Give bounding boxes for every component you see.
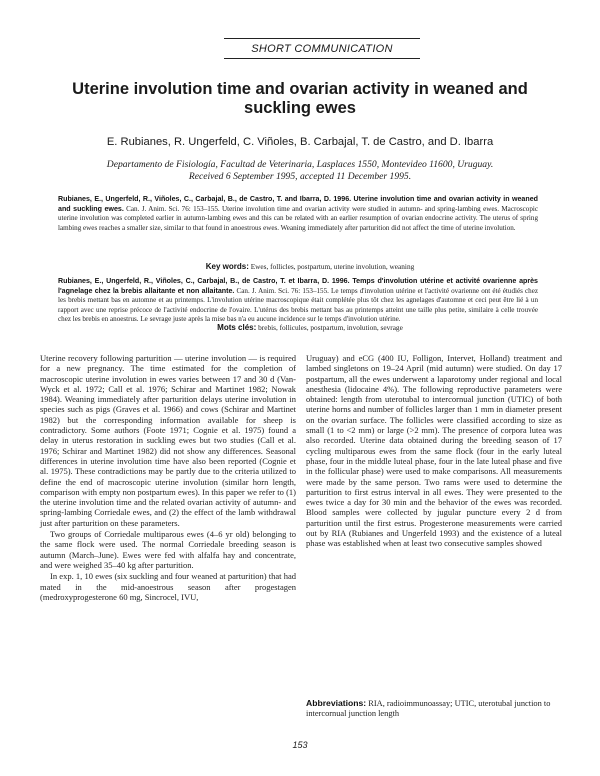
body-column-right [306,353,562,550]
keywords-french [100,323,520,332]
body-paragraph: Uterine recovery following parturition — uterine involution — is required for a new pregnancy. The time estimated for the completion of macroscopic uterine involution in ewes varies between 17 and 30 d (Van-Wyck et al. 1972; Call et al. 1976; Schirar and Martinet 1982; Nowak 1984). Weaning immediately after parturition delays uterine involution in species such as pigs (Graves et al. 1966) and cows (Schirar and Martinet 1982) but the corresponding information available for sheep is contradictory. Some authors (Foote 1971; Cognie et al. 1975) found a delay in uterus restoration in suckling ewes but two studies (Call et al. 1976; Schirar and Martinet 1982) did not show any differences. Seasonal differences in uterine involution time have also been reported (Cognie et al. 1975). These contradictions may be partly due to the criteria utilized to define the end of macroscopic uterine involution (similar horn length, comparison with empty non postpartum ewes). In this paper we refer to (1) the uterine involution time and the related ovarian activity of autumn- and spring-lambing Corriedale ewes, and (2) the effect of the lamb withdrawal just after parturition on these parameters. [40,353,296,528]
header-rule-bottom [224,58,420,59]
abbreviations-note [306,698,562,720]
received-dates: Received 6 September 1995, accepted 11 December 1995. [188,170,412,182]
author-list: E. Rubianes, R. Ungerfeld, C. Viñoles, B. Carbajal, T. de Castro, and D. Ibarra [106,136,494,148]
affiliation-block [40,159,560,182]
abbreviations-label: Abbreviations: [306,698,367,708]
body-column-left [40,353,296,603]
keywords-english [100,262,520,271]
abstract-french [58,277,538,325]
keywords-french-label: Mots clés: [217,323,257,332]
article-title: Uterine involution time and ovarian activity in weaned and suckling ewes [72,80,528,117]
affiliation: Departamento de Fisiología, Facultad de Veterinaria, Lasplaces 1550, Montevideo 11600, Uruguay. [106,159,494,170]
abstract-english-body: Can. J. Anim. Sci. 76: 153–155. Uterine involution time and ovarian activity were studied in autumn- and spring-lambing ewes. Macroscopic uterine involution was completed earlier in autumn-lambing ewes and this can be related with an earlier resumption of ovarian endocrine activity. The uterus of spring lambing ewes reaches a smaller size, similar to that found in anoestrous ewes. Weaning immediately after parturition did not affect the time of uterine involution. [58,204,539,232]
keywords-english-list: Ewes, follicles, postpartum, uterine involution, weaning [250,262,415,271]
abstract-english [58,195,538,233]
body-paragraph: Two groups of Corriedale multiparous ewes (4–6 yr old) belonging to the same flock were used. The normal Corriedale breeding season is autumn (March–June). Ewes were fed with alfalfa hay and concentrate, and were weighed 35–40 kg after parturition. [40,529,296,570]
section-label: SHORT COMMUNICATION [251,43,393,55]
abbreviations-text: RIA, radioimmunoassay; UTIC, uterotubal junction to intercornual junction length [306,699,551,719]
body-paragraph: Uruguay) and eCG (400 IU, Folligon, Intervet, Holland) treatment and lambed singletons on 19–24 April (mid autumn) were studied. On day 17 postpartum, all the ewes underwent a laparotomy under regional and local anesthesia (lidocaine 4%). The following reproductive parameters were obtained: length from uterotubal to intercornual junction (UTIC) of both uterine horns and number of follicles larger than 1 mm in diameter present on the ovarian surface. The follicles were classified according to size as small (1 to <2 mm) or large (>2 mm). The presence of corpora lutea was also recorded. Uterine data obtained during the breeding season of 17 cycling multiparous ewes from the same flock (four in the early luteal phase, four in the middle luteal phase, four in the late luteal phase and five in the follicular phase) were used to make comparisons. All measurements were made by the same person. Two rams were used to determine the parturition to first estrus interval in all ewes. They were presented to the ewes twice a day for 30 min and the behavior of the ewes was recorded. Blood samples were collected by jugular puncture every 2 d from parturition until the first estrus. Progesterone measurements were carried out by RIA (Rubianes and Ungerfeld 1993) and the existence of a luteal phase was established when at least two consecutive samples showed [306,353,562,549]
body-paragraph: In exp. 1, 10 ewes (six suckling and four weaned at parturition) that had mated in the mid-anoestrous season after progestagen (medroxyprogesterone 60 mg, Sincrocel, IVU, [40,571,296,602]
abstract-english-citation: Rubianes, E., Ungerfeld, R., Viñoles, C., Carbajal, B., de Castro, T. and Ibarra, D. 1996. Uterine involution time and ovarian activity in weaned and suckling ewes. [58,195,538,213]
header-rule-top [224,38,420,39]
page-number: 153 [292,740,308,750]
abstract-french-body: Can. J. Anim. Sci. 76: 153–155. Le temps d'involution utérine et l'activité ovarienne ont été étudiés chez les brebis mettant bas en automne et au printemps. L'involution utérine macroscopique était complétée plus tôt chez les agnelages d'automne et ceci peut être lié à un rapport avec une reprise précoce de l'activité endocrine de l'ovaire. L'utérus des brebis mettant bas au printemps atteint une taille plus petite, similaire à celle trouvée chez les brebis en anoestrus. Le sevrage juste après la mise bas n'a eu aucune incidence sur le temps d'involution utérine. [58,286,538,324]
keywords-english-label: Key words: [205,262,249,271]
abstract-french-citation: Rubianes, E., Ungerfeld, R., Viñoles, C., Carbajal, B., de Castro, T. et Ibarra, D. 1996. Temps d'involution utérine et activité ovarienne après l'agnelage chez la brebis allaitante et non allaitante. [58,277,538,295]
keywords-french-list: brebis, follicules, postpartum, involution, sevrage [258,323,403,332]
